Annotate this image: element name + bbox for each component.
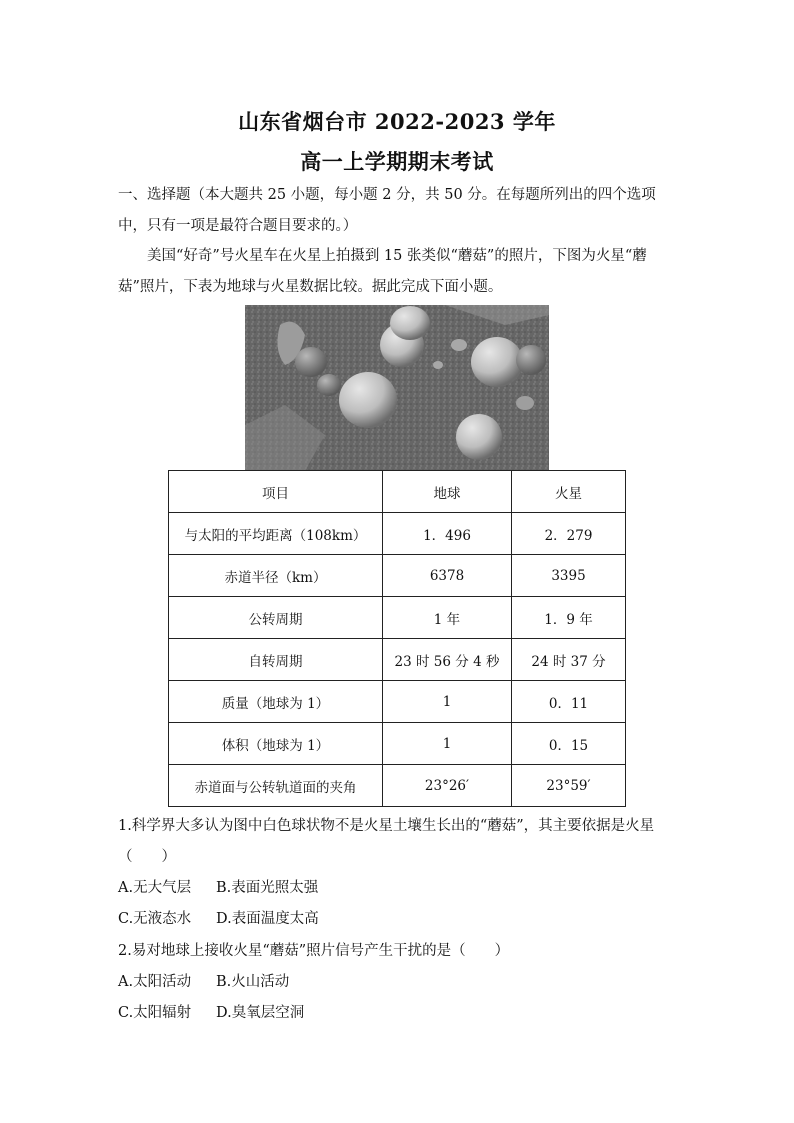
earth-mars-comparison-table <box>168 470 626 807</box>
table-cell: 公转周期 <box>169 597 383 639</box>
table-cell: 与太阳的平均距离（108km） <box>169 513 383 555</box>
option-a[interactable]: A.太阳活动 <box>118 974 192 990</box>
option-c[interactable]: C.无液态水 <box>118 911 192 927</box>
table-cell: 赤道面与公转轨道面的夹角 <box>169 765 383 807</box>
option-b[interactable]: B.火山活动 <box>216 974 290 990</box>
table-row <box>169 555 626 597</box>
table-header-cell: 项目 <box>169 471 383 513</box>
table-row <box>169 765 626 807</box>
table-header-cell: 火星 <box>512 471 626 513</box>
table-cell: 自转周期 <box>169 639 383 681</box>
question-1-stem: 1.科学界大多认为图中白色球状物不是火星土壤生长出的“蘑菇”，其主要依据是火星 <box>118 818 655 834</box>
mars-mushroom-photo <box>245 305 549 471</box>
table-header-row <box>169 471 626 513</box>
question-2-stem: 2.易对地球上接收火星“蘑菇”照片信号产生干扰的是（ ） <box>118 943 510 959</box>
table-cell: 2．279 <box>512 513 626 555</box>
table-cell: 23°26′ <box>383 765 512 807</box>
table-cell: 赤道半径（km） <box>169 555 383 597</box>
table-row <box>169 597 626 639</box>
question-1-options-row-1 <box>118 878 318 898</box>
table-cell: 1 <box>383 681 512 723</box>
table-header-cell: 地球 <box>383 471 512 513</box>
table-cell: 0．11 <box>512 681 626 723</box>
question-1-answer-blank: （ ） <box>118 849 176 865</box>
table-cell: 6378 <box>383 555 512 597</box>
option-c[interactable]: C.太阳辐射 <box>118 1005 192 1021</box>
table-cell: 1．496 <box>383 513 512 555</box>
mars-photo-graphic <box>245 305 549 471</box>
table-cell: 24 时 37 分 <box>512 639 626 681</box>
table-cell: 3395 <box>512 555 626 597</box>
option-a[interactable]: A.无大气层 <box>118 880 192 896</box>
table-cell: 1．9 年 <box>512 597 626 639</box>
option-b[interactable]: B.表面光照太强 <box>216 880 319 896</box>
question-2-options-row-2 <box>118 1003 304 1023</box>
table-cell: 0．15 <box>512 723 626 765</box>
option-d[interactable]: D.表面温度太高 <box>216 911 319 927</box>
section-heading: 一、选择题（本大题共 25 小题，每小题 2 分，共 50 分。在每题所列出的四个选项中，只有一项是最符合题目要求的。） <box>118 187 656 234</box>
table-row <box>169 639 626 681</box>
question-1-options-row-2 <box>118 909 319 929</box>
table-row <box>169 513 626 555</box>
table-cell: 23 时 56 分 4 秒 <box>383 639 512 681</box>
table-row <box>169 723 626 765</box>
page-title: 山东省烟台市 2022-2023 学年 <box>238 109 556 134</box>
question-2-options-row-1 <box>118 972 289 992</box>
option-d[interactable]: D.臭氧层空洞 <box>216 1005 305 1021</box>
table-cell: 质量（地球为 1） <box>169 681 383 723</box>
page-subtitle: 高一上学期期末考试 <box>300 149 494 174</box>
table-cell: 体积（地球为 1） <box>169 723 383 765</box>
table-cell: 1 年 <box>383 597 512 639</box>
table-cell: 23°59′ <box>512 765 626 807</box>
table-cell: 1 <box>383 723 512 765</box>
intro-paragraph: 美国“好奇”号火星车在火星上拍摄到 15 张类似“蘑菇”的照片，下图为火星“蘑菇”照片，下表为地球与火星数据比较。据此完成下面小题。 <box>118 248 647 295</box>
table-row <box>169 681 626 723</box>
